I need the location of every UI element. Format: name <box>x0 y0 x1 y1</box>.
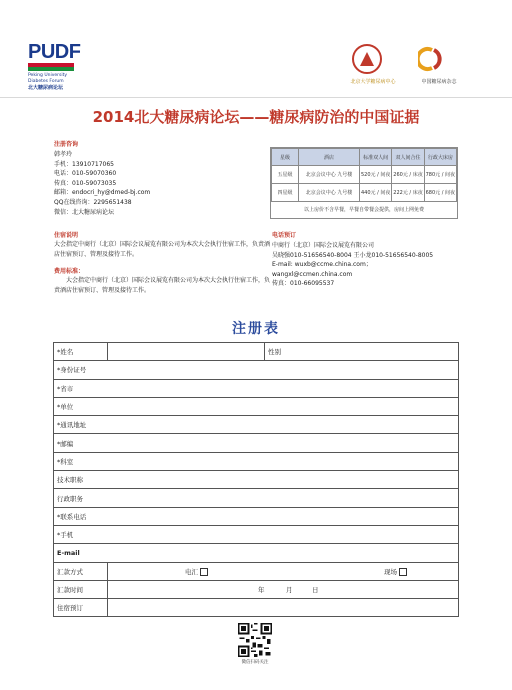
booking-fax: 传真：010-66095537 <box>272 280 335 288</box>
mobile-field[interactable] <box>54 525 459 543</box>
admin-position-field[interactable] <box>54 489 459 507</box>
table-row <box>54 580 459 598</box>
contact-fax: 传真：010-59073035 <box>54 179 117 187</box>
accommodation-title: 住宿说明 <box>54 232 79 239</box>
table-row <box>272 166 457 184</box>
name-label: *姓名 <box>54 343 108 361</box>
technical-title-field[interactable] <box>54 471 459 489</box>
phone-booking-title: 电话预订 <box>272 232 297 239</box>
register-contact-title: 注册咨询 <box>54 141 79 148</box>
table-row <box>54 343 459 361</box>
header-cell: 酒店 <box>299 149 360 166</box>
table-cell: 北京会议中心 九号楼 <box>299 184 360 202</box>
postcode-label: *邮编 <box>57 439 74 448</box>
table-row <box>54 434 459 452</box>
onsite-label: 现场 <box>384 567 397 576</box>
fee-text: 大会指定中商行（北京）国际会议展览有限公司为本次大会执行住宿工作，负责酒店住宿预订、管理及接待工作。 <box>54 277 271 294</box>
contact-qq: QQ在线咨询：2295651438 <box>54 198 132 206</box>
pudf-cn-name: 北大糖尿病论坛 <box>28 85 64 91</box>
diabetes-center-name: 北京大学糖尿病中心 <box>350 79 396 85</box>
payment-method-label: 汇款方式 <box>54 562 108 580</box>
province-label: *省市 <box>57 384 74 393</box>
chinese-diabetes-journal-logo-icon <box>418 46 448 72</box>
technical-title-label: 技术职称 <box>57 476 83 485</box>
table-row <box>54 544 459 562</box>
journal-name: 中国糖尿病杂志 <box>421 79 457 85</box>
phone-booking-block <box>272 230 472 289</box>
header-cell: 星级 <box>272 149 299 166</box>
month-label: 月 <box>286 585 293 594</box>
table-cell: 680元 / 间夜 <box>424 184 456 202</box>
id-number-label: *身份证号 <box>57 366 87 375</box>
email-label: E-mail <box>57 548 80 557</box>
header-divider <box>0 97 512 98</box>
gender-field[interactable] <box>345 343 459 361</box>
table-cell: 780元 / 间夜 <box>424 166 456 184</box>
table-row <box>54 507 459 525</box>
table-row <box>54 599 459 617</box>
table-cell: 四星级 <box>272 184 299 202</box>
mobile-label: *手机 <box>57 531 74 540</box>
day-label: 日 <box>312 585 319 594</box>
peking-university-seal-icon <box>352 44 382 74</box>
table-row <box>54 525 459 543</box>
hotel-booking-field[interactable] <box>108 599 459 617</box>
onsite-checkbox[interactable] <box>399 568 407 576</box>
table-cell: 260元 / 床夜 <box>392 166 424 184</box>
header-cell: 行政大床房 <box>424 149 456 166</box>
contact-wechat: 微信：北大糖尿病论坛 <box>54 208 115 216</box>
pudf-sub-line1: Peking University <box>28 73 68 78</box>
department-field[interactable] <box>54 452 459 470</box>
table-cell: 222元 / 床夜 <box>392 184 424 202</box>
table-row <box>54 452 459 470</box>
header-cell: 标准双人间 <box>360 149 392 166</box>
postcode-field[interactable] <box>54 434 459 452</box>
department-label: *科室 <box>57 457 74 466</box>
organization-label: *单位 <box>57 403 74 412</box>
table-row <box>54 397 459 415</box>
table-cell: 520元 / 间夜 <box>360 166 392 184</box>
address-label: *通讯地址 <box>57 421 87 430</box>
registration-title: 注册表 <box>232 321 280 337</box>
payment-method-options <box>108 562 459 580</box>
email-field[interactable] <box>54 544 459 562</box>
booking-email: E-mail: wuxb@ccme.china.com； <box>272 261 372 269</box>
accommodation-text: 大会指定中商行（北京）国际会议展览有限公司为本次大会执行住宿工作，负责酒店住宿预订、管理及接待工作。 <box>54 241 271 258</box>
id-number-field[interactable] <box>54 361 459 379</box>
price-table-header-row <box>272 149 457 166</box>
table-row <box>272 184 457 202</box>
table-cell: 北京会议中心 九号楼 <box>299 166 360 184</box>
pudf-logo-text: PUDF <box>28 41 81 63</box>
price-table-note: 以上房价不含早餐，早餐自带餐会提供，房间上网免费 <box>303 207 424 213</box>
table-row <box>54 379 459 397</box>
contact-mobile: 手机：13910717065 <box>54 160 114 168</box>
wire-transfer-label: 电汇 <box>185 567 198 576</box>
year-label: 年 <box>258 585 265 594</box>
table-cell: 五星级 <box>272 166 299 184</box>
table-row <box>54 489 459 507</box>
page-title: 2014北大糖尿病论坛——糖尿病防治的中国证据 <box>92 108 420 126</box>
gender-label: 性别 <box>265 343 346 361</box>
booking-phones: 吴晓强010-51656540-8004 王小龙010-51656540-8005 <box>272 251 434 259</box>
qr-code-icon <box>238 623 272 657</box>
table-row <box>54 416 459 434</box>
accommodation-block <box>54 230 272 260</box>
address-field[interactable] <box>54 416 459 434</box>
fee-block <box>54 266 272 296</box>
contact-email: 邮箱：endocri_hy@dmed-bj.com <box>54 189 151 197</box>
pudf-flag-stripes <box>28 63 74 71</box>
table-row <box>54 361 459 379</box>
onsite-option[interactable] <box>384 567 407 576</box>
fee-title: 费用标准： <box>54 268 85 275</box>
name-field[interactable] <box>108 343 265 361</box>
table-row <box>54 471 459 489</box>
province-field[interactable] <box>54 379 459 397</box>
hotel-price-table <box>270 147 458 219</box>
wire-transfer-option[interactable] <box>185 567 208 576</box>
pudf-sub-line2: Diabetes Forum <box>28 78 64 84</box>
booking-email-2: wangxl@ccmen.china.com <box>272 270 353 278</box>
organization-field[interactable] <box>54 397 459 415</box>
pudf-logo <box>28 42 98 91</box>
admin-position-label: 行政职务 <box>57 494 83 503</box>
booking-company: 中商行（北京）国际会议展览有限公司 <box>272 242 375 249</box>
wire-transfer-checkbox[interactable] <box>200 568 208 576</box>
qr-caption: 微信扫码关注 <box>241 660 269 665</box>
hotel-booking-label: 住宿预订 <box>54 599 108 617</box>
registration-form <box>53 342 459 617</box>
register-contact-block <box>54 139 254 217</box>
contact-phone-label: *联系电话 <box>57 512 87 521</box>
contact-phone-field[interactable] <box>54 507 459 525</box>
table-row <box>54 562 459 580</box>
contact-phone: 电话：010-59070360 <box>54 170 117 178</box>
payment-time-field[interactable] <box>108 580 459 598</box>
contact-person: 韩孝玲 <box>54 151 73 158</box>
header-cell: 双人间合住 <box>392 149 424 166</box>
table-cell: 440元 / 间夜 <box>360 184 392 202</box>
payment-time-label: 汇款时间 <box>54 580 108 598</box>
